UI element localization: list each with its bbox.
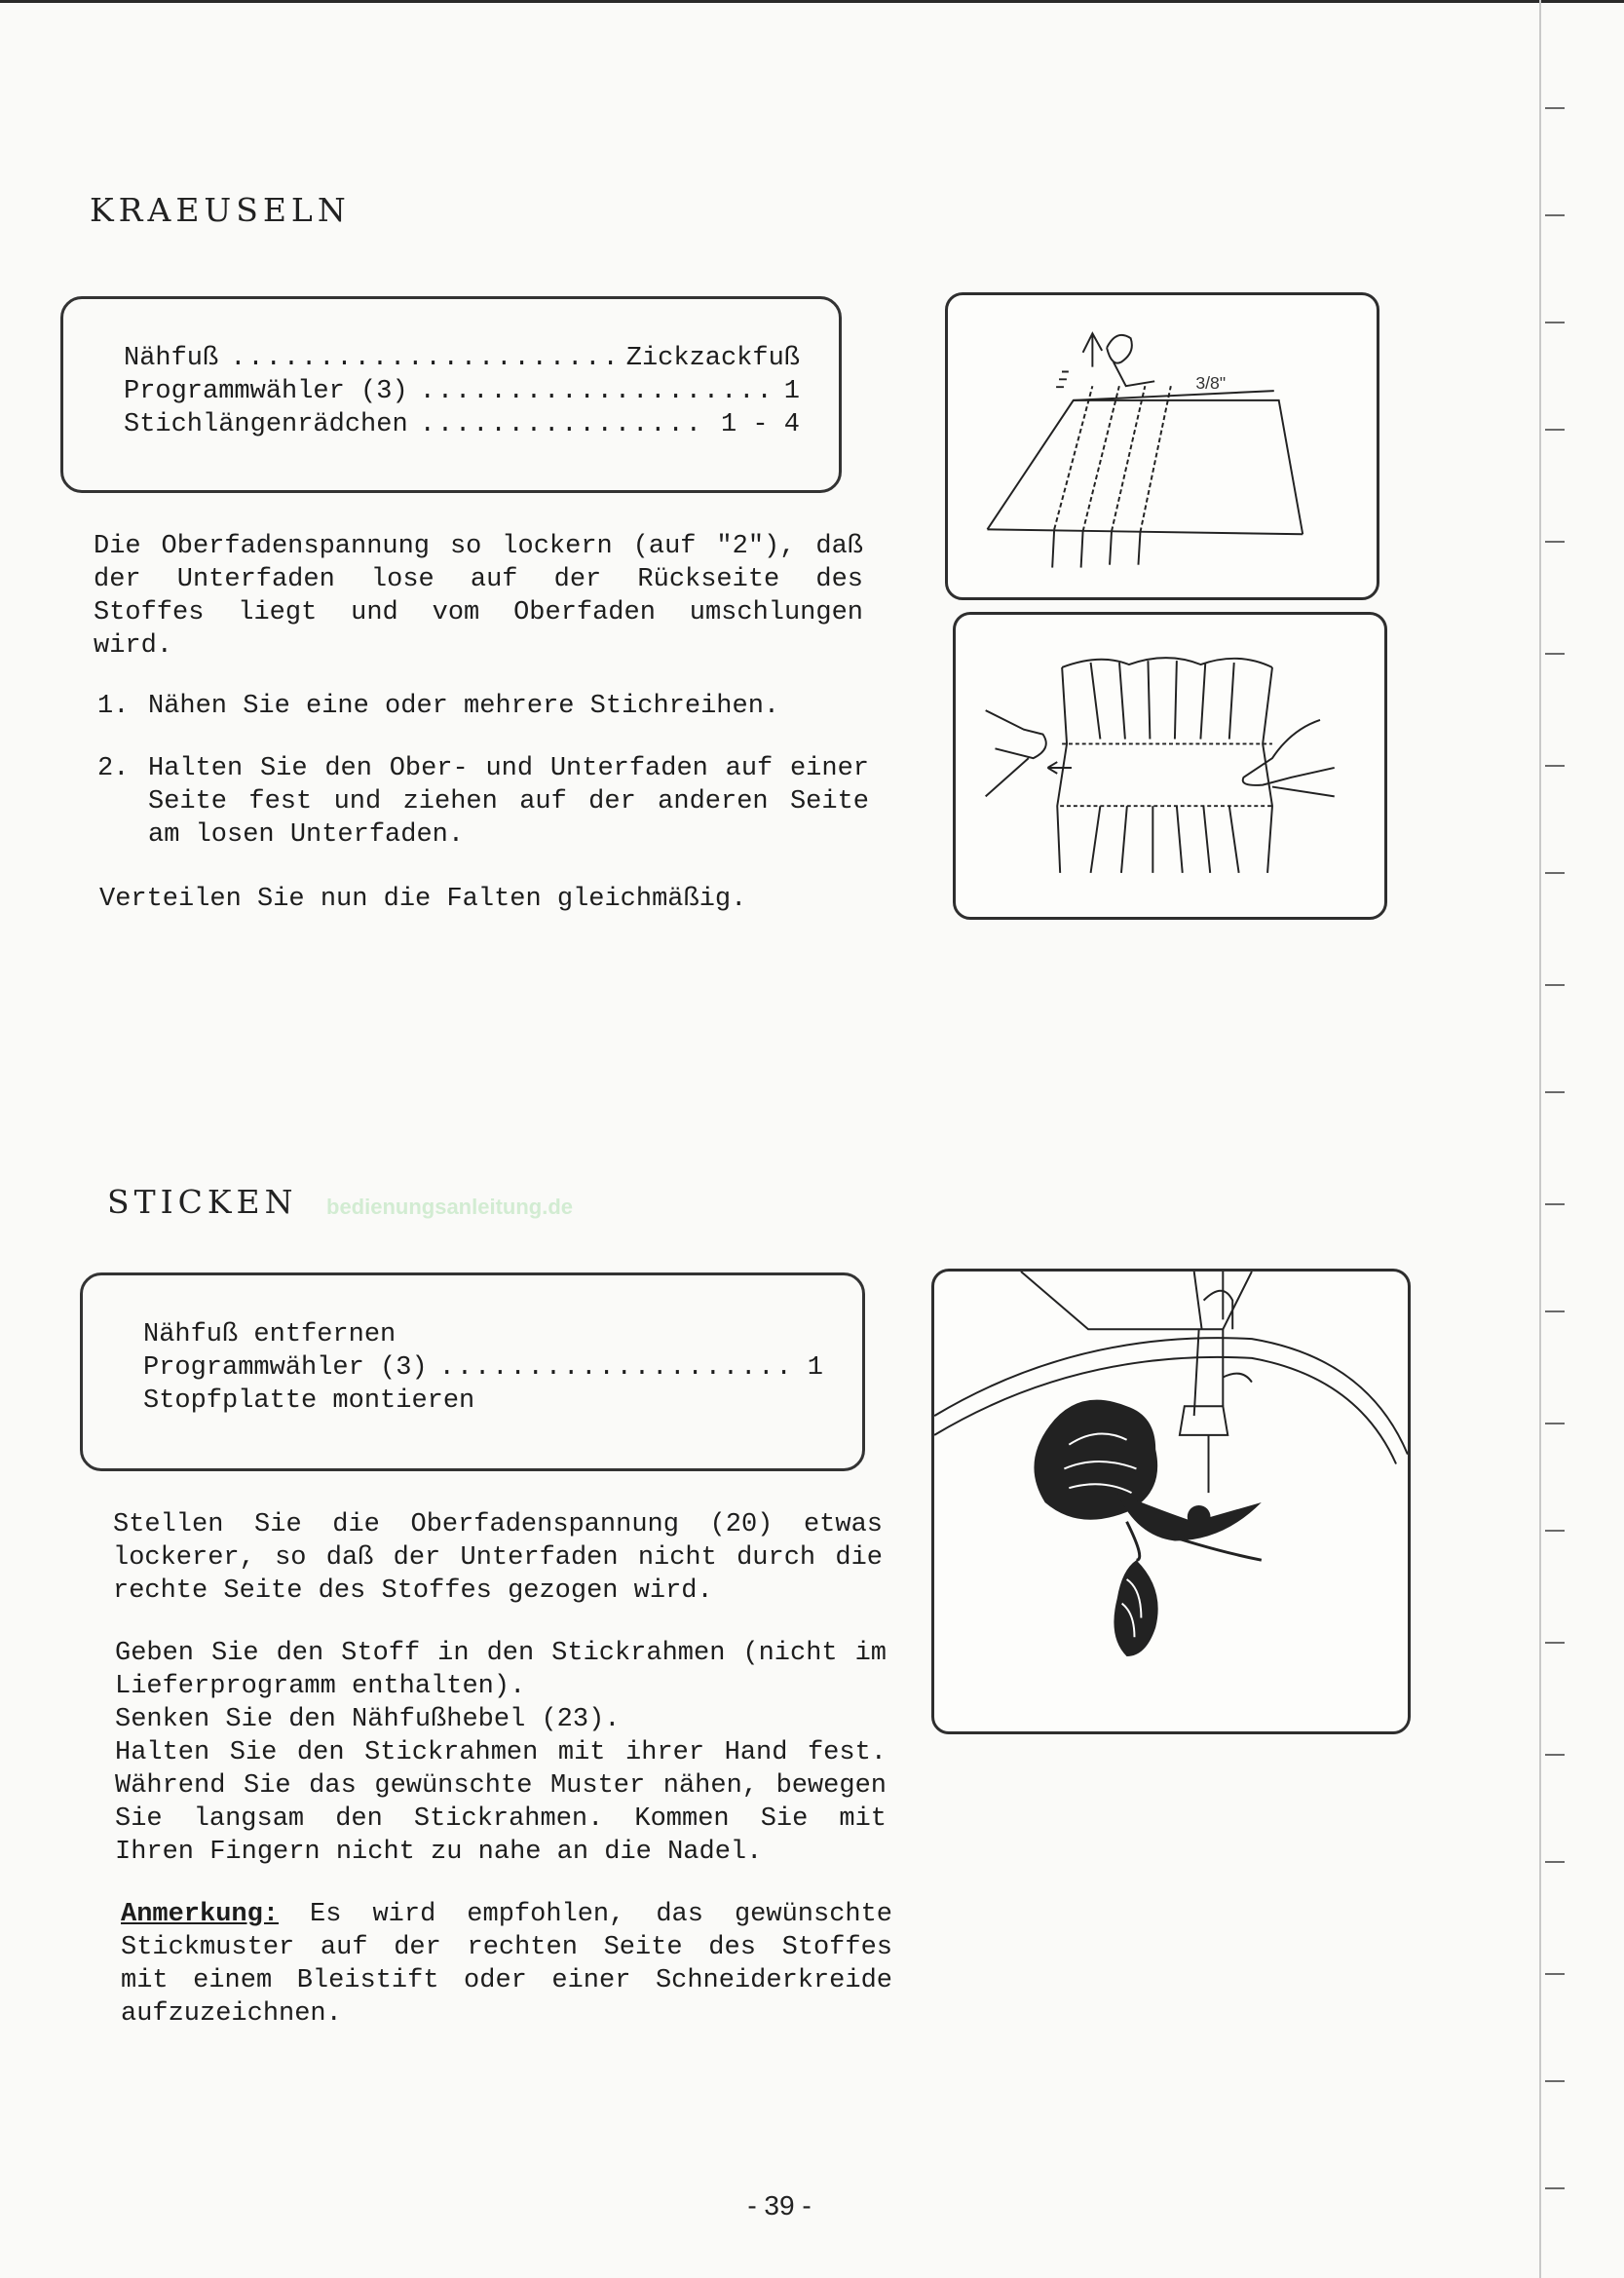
list-item [97,752,869,852]
outro-paragraph: Verteilen Sie nun die Falten gleichmäßig. [99,885,747,914]
margin-tick [1545,322,1565,323]
watermark-text: bedienungsanleitung.de [326,1195,574,1219]
settings-box-sticken [80,1272,865,1471]
spec-row-darning-plate [143,1385,823,1418]
dot-leader [420,408,709,441]
spec-row-program-selector [143,1351,823,1385]
margin-tick [1545,429,1565,431]
margin-tick [1545,107,1565,109]
spec-label: Nähfuß entfernen [143,1320,397,1349]
measurement-label: 3/8" [1195,373,1227,394]
spec-label: Stichlängenrädchen [124,410,408,439]
margin-tick [1545,2187,1565,2189]
margin-tick [1545,1423,1565,1424]
margin-tick [1545,984,1565,986]
gathering-stitches-illustration [945,292,1379,600]
instruction-line: Halten Sie den Stickrahmen mit ihrer Hand fest. Während Sie das gewünschte Muster nähen, bewegen Sie langsam den Stickrahmen. Kommen Sie mit Ihren Fingern nicht zu nahe an die Nadel. [115,1738,887,1867]
section-title-kraeuseln: KRAEUSELN [90,191,351,229]
spec-row-program-selector [124,375,800,408]
embroidery-hoop-illustration [931,1269,1411,1734]
margin-tick [1545,1754,1565,1756]
dot-leader [439,1351,796,1385]
margin-tick [1545,1310,1565,1312]
spec-label: Stopfplatte montieren [143,1386,475,1416]
spec-value: Zickzackfuß [625,344,800,373]
note-text: Es wird empfohlen, das gewünschte Stickmuster auf der rechten Seite des Stoffes mit einem Bleistift oder einer Schneiderkreide aufzuzeichnen. [121,1900,892,2029]
intro-paragraph: Die Oberfadenspannung so lockern (auf "2"), daß der Unterfaden lose auf der Rückseite des Stoffes liegt und vom Oberfaden umschlungen wird. [94,532,863,661]
list-item [97,690,867,723]
margin-tick [1545,1861,1565,1863]
list-text: Nähen Sie eine oder mehrere Stichreihen. [148,692,780,721]
list-number: 1. [97,692,130,721]
spec-value: 1 [807,1353,823,1383]
note-paragraph [121,1898,892,2031]
instruction-line: Geben Sie den Stoff in den Stickrahmen (nicht im Lieferprogramm enthalten). [115,1639,887,1701]
spec-label: Nähfuß [124,344,219,373]
margin-tick [1545,653,1565,655]
spec-row-stitch-length [124,408,800,441]
instruction-line: Senken Sie den Nähfußhebel (23). [115,1705,621,1734]
margin-tick [1545,2080,1565,2082]
margin-tick [1545,1091,1565,1093]
spec-row-remove-foot [143,1318,823,1351]
dot-leader [420,375,773,408]
margin-tick [1545,765,1565,767]
dot-leader [230,342,615,375]
section-title-sticken: STICKEN [107,1183,298,1221]
margin-tick [1545,1973,1565,1975]
margin-tick [1545,1530,1565,1532]
page-number: - 39 - [747,2190,812,2221]
list-number: 2. [97,754,130,783]
settings-box-kraeuseln [60,296,842,493]
gathering-stitches-svg [948,295,1377,597]
instruction-block [115,1637,887,1869]
margin-tick [1545,1642,1565,1644]
margin-tick [1545,872,1565,874]
spec-row-presser-foot [124,342,800,375]
tension-paragraph: Stellen Sie die Oberfadenspannung (20) etwas lockerer, so daß der Unterfaden nicht durch die rechte Seite des Stoffes gezogen wird. [113,1510,883,1606]
margin-tick [1545,541,1565,543]
spec-label: Programmwähler (3) [143,1353,428,1383]
note-label: Anmerkung: [121,1900,280,1929]
gathered-fabric-svg [956,615,1384,917]
margin-tick [1545,1203,1565,1205]
embroidery-hoop-svg [934,1272,1408,1731]
right-margin-line [1539,0,1541,2278]
spec-value: 1 - 4 [720,410,800,439]
list-text: Halten Sie den Ober- und Unterfaden auf einer Seite fest und ziehen auf der anderen Seite am losen Unterfaden. [148,754,869,850]
top-border-line [0,0,1624,3]
spec-value: 1 [783,377,800,406]
margin-tick [1545,214,1565,216]
gathered-fabric-illustration [953,612,1387,920]
spec-label: Programmwähler (3) [124,377,408,406]
